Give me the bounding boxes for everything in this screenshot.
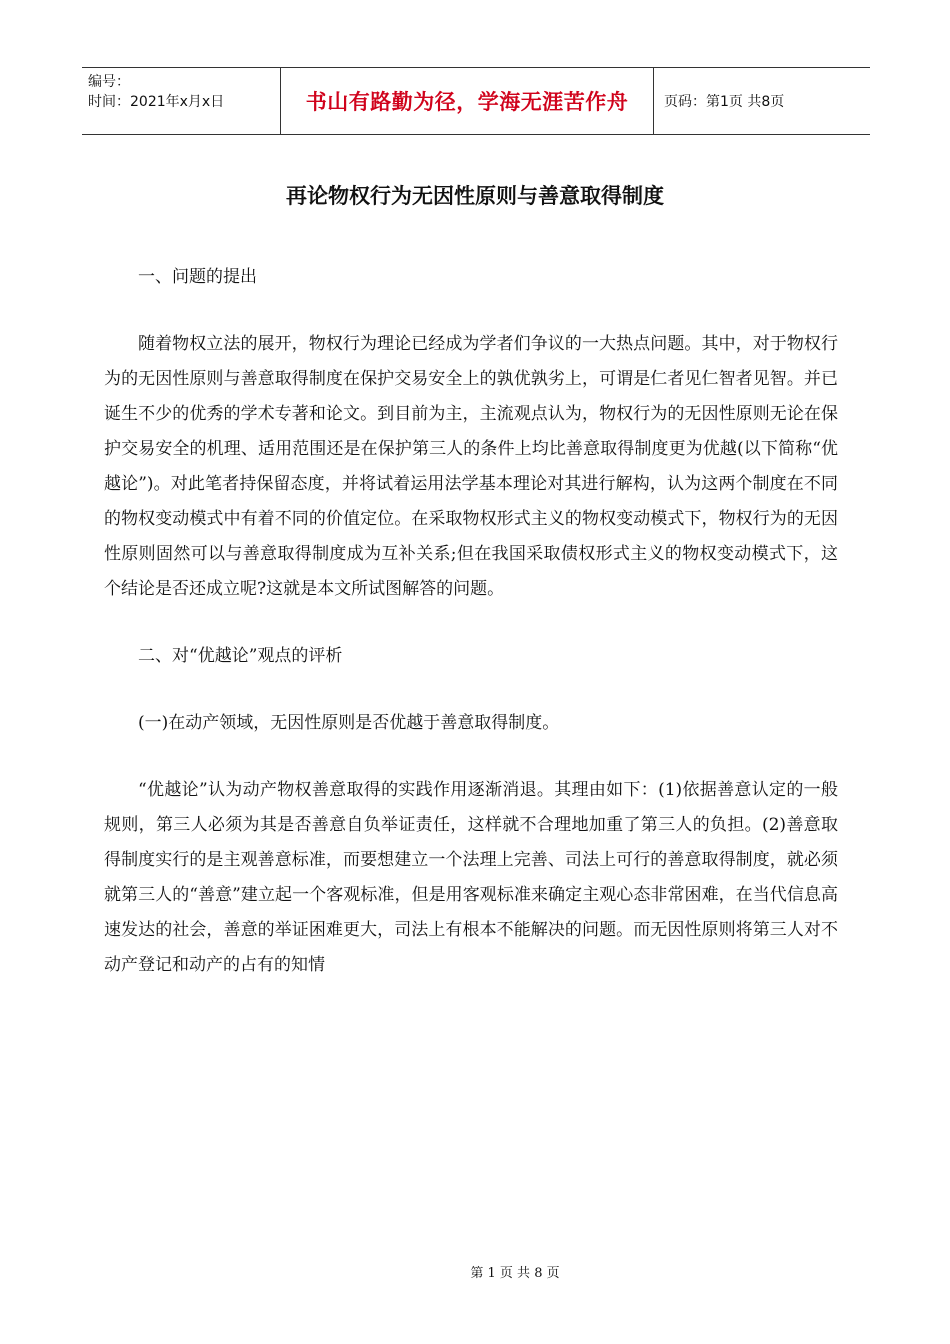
document-header-table — [82, 67, 870, 135]
subsection-heading-1: (一)在动产领域，无因性原则是否优越于善意取得制度。 — [138, 713, 560, 733]
section-heading-2: 二、对“优越论”观点的评析 — [138, 646, 343, 666]
paragraph-2: “优越论”认为动产物权善意取得的实践作用逐渐消退。其理由如下：(1)依据善意认定的一般规则，第三人必须为其是否善意自负举证责任，这样就不合理地加重了第三人的负担。(2)善意取得制度实行的是主观善意标准，而要想建立一个法理上完善、司法上可行的善意取得制度，就必须就第三人的“善意”建立起一个客观标准，但是用客观标准来确定主观心态非常困难，在当代信息高速发达的社会，善意的举证困难更大，司法上有根本不能解决的问题。而无因性原则将第三人对不动产登记和动产的占有的知情 — [104, 780, 838, 975]
paragraph-1: 随着物权立法的展开，物权行为理论已经成为学者们争议的一大热点问题。其中，对于物权行为的无因性原则与善意取得制度在保护交易安全上的孰优孰劣上，可谓是仁者见仁智者见智。并已诞生不少的优秀的学术专著和论文。到目前为主，主流观点认为，物权行为的无因性原则无论在保护交易安全的机理、适用范围还是在保护第三人的条件上均比善意取得制度更为优越(以下简称“优越论”)。对此笔者持保留态度，并将试着运用法学基本理论对其进行解构，认为这两个制度在不同的物权变动模式中有着不同的价值定位。在采取物权形式主义的物权变动模式下，物权行为的无因性原则固然可以与善意取得制度成为互补关系;但在我国采取债权形式主义的物权变动模式下，这个结论是否还成立呢?这就是本文所试图解答的问题。 — [104, 334, 838, 599]
number-label: 编号： — [88, 74, 130, 90]
header-motto-cell — [280, 68, 654, 134]
document-title: 再论物权行为无因性原则与善意取得制度 — [286, 183, 664, 208]
date-label: 时间：2021年x月x日 — [88, 94, 225, 110]
document-body — [104, 260, 838, 983]
header-page-cell — [654, 68, 870, 134]
page-footer: 第 1 页 共 8 页 — [470, 1266, 560, 1281]
page-info: 页码：第1页 共8页 — [664, 94, 785, 110]
section-heading-1: 一、问题的提出 — [138, 267, 257, 287]
header-meta-cell — [82, 68, 280, 134]
motto-text: 书山有路勤为径，学海无涯苦作舟 — [305, 90, 629, 114]
